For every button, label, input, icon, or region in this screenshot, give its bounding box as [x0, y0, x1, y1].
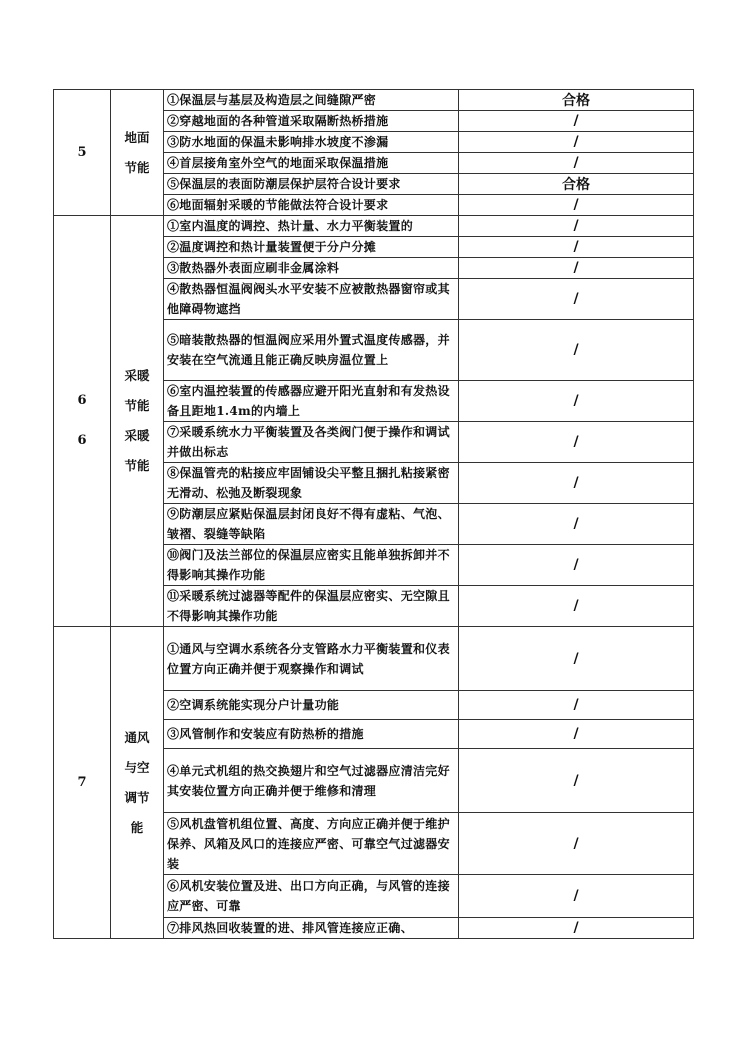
- table-row: [54, 90, 694, 111]
- check-result: /: [459, 720, 694, 749]
- check-item: ④单元式机组的热交换翅片和空气过滤器应清洁完好其安装位置方向正确并便于维修和清理: [164, 749, 459, 813]
- check-result: /: [459, 195, 694, 216]
- check-item: ④散热器恒温阀阀头水平安装不应被散热器窗帘或其他障碍物遮挡: [164, 279, 459, 320]
- check-item: ④首层接角室外空气的地面采取保温措施: [164, 153, 459, 174]
- check-result: /: [459, 545, 694, 586]
- section-number: 7: [54, 627, 111, 939]
- table-row: [54, 216, 694, 237]
- check-item: ③防水地面的保温未影响排水坡度不渗漏: [164, 132, 459, 153]
- check-item: ⑦排风热回收装置的进、排风管连接应正确、: [164, 918, 459, 939]
- check-item: ②空调系统能实现分户计量功能: [164, 691, 459, 720]
- check-result: 合格: [459, 90, 694, 111]
- check-result: /: [459, 320, 694, 381]
- check-item: ①通风与空调水系统各分支管路水力平衡装置和仪表位置方向正确并便于观察操作和调试: [164, 627, 459, 691]
- check-result: /: [459, 216, 694, 237]
- check-item: ⑤暗装散热器的恒温阀应采用外置式温度传感器，并安装在空气流通且能正确反映房温位置上: [164, 320, 459, 381]
- table-row: [54, 627, 694, 691]
- check-item: ①室内温度的调控、热计量、水力平衡装置的: [164, 216, 459, 237]
- check-result: /: [459, 279, 694, 320]
- check-item: ⑤风机盘管机组位置、高度、方向应正确并便于维护保养、风箱及风口的连接应严密、可靠空气过滤器安装: [164, 813, 459, 875]
- check-item: ①保温层与基层及构造层之间缝隙严密: [164, 90, 459, 111]
- section-category: 采暖 节能 采暖 节能: [111, 216, 164, 627]
- check-result: 合格: [459, 174, 694, 195]
- check-result: /: [459, 691, 694, 720]
- check-result: /: [459, 813, 694, 875]
- check-result: /: [459, 237, 694, 258]
- check-item: ⑩阀门及法兰部位的保温层应密实且能单独拆卸并不得影响其操作功能: [164, 545, 459, 586]
- check-result: /: [459, 586, 694, 627]
- check-item: ③风管制作和安装应有防热桥的措施: [164, 720, 459, 749]
- section-category: 通风 与空 调节 能: [111, 627, 164, 939]
- check-result: /: [459, 627, 694, 691]
- check-result: /: [459, 132, 694, 153]
- check-result: /: [459, 422, 694, 463]
- check-item: ⑥地面辐射采暖的节能做法符合设计要求: [164, 195, 459, 216]
- check-result: /: [459, 504, 694, 545]
- check-result: /: [459, 381, 694, 422]
- check-item: ⑤保温层的表面防潮层保护层符合设计要求: [164, 174, 459, 195]
- check-result: /: [459, 111, 694, 132]
- check-item: ⑨防潮层应紧贴保温层封闭良好不得有虚粘、气泡、皱褶、裂缝等缺陷: [164, 504, 459, 545]
- check-item: ②温度调控和热计量装置便于分户分摊: [164, 237, 459, 258]
- check-item: ②穿越地面的各种管道采取隔断热桥措施: [164, 111, 459, 132]
- section-number: 6 6: [54, 216, 111, 627]
- check-item: ⑦采暖系统水力平衡装置及各类阀门便于操作和调试并做出标志: [164, 422, 459, 463]
- section-number: 5: [54, 90, 111, 216]
- check-item: ⑥风机安装位置及进、出口方向正确，与风管的连接应严密、可靠: [164, 875, 459, 918]
- check-item: ⑪采暖系统过滤器等配件的保温层应密实、无空隙且不得影响其操作功能: [164, 586, 459, 627]
- check-item: ③散热器外表面应刷非金属涂料: [164, 258, 459, 279]
- section-category: 地面 节能: [111, 90, 164, 216]
- inspection-table: [53, 89, 694, 939]
- check-item: ⑥室内温控装置的传感器应避开阳光直射和有发热设备且距地1.4m的内墙上: [164, 381, 459, 422]
- check-result: /: [459, 153, 694, 174]
- check-result: /: [459, 918, 694, 939]
- check-result: /: [459, 258, 694, 279]
- check-result: /: [459, 749, 694, 813]
- check-result: /: [459, 875, 694, 918]
- check-item: ⑧保温管壳的粘接应牢固铺设尖平整且捆扎粘接紧密无滑动、松弛及断裂现象: [164, 463, 459, 504]
- check-result: /: [459, 463, 694, 504]
